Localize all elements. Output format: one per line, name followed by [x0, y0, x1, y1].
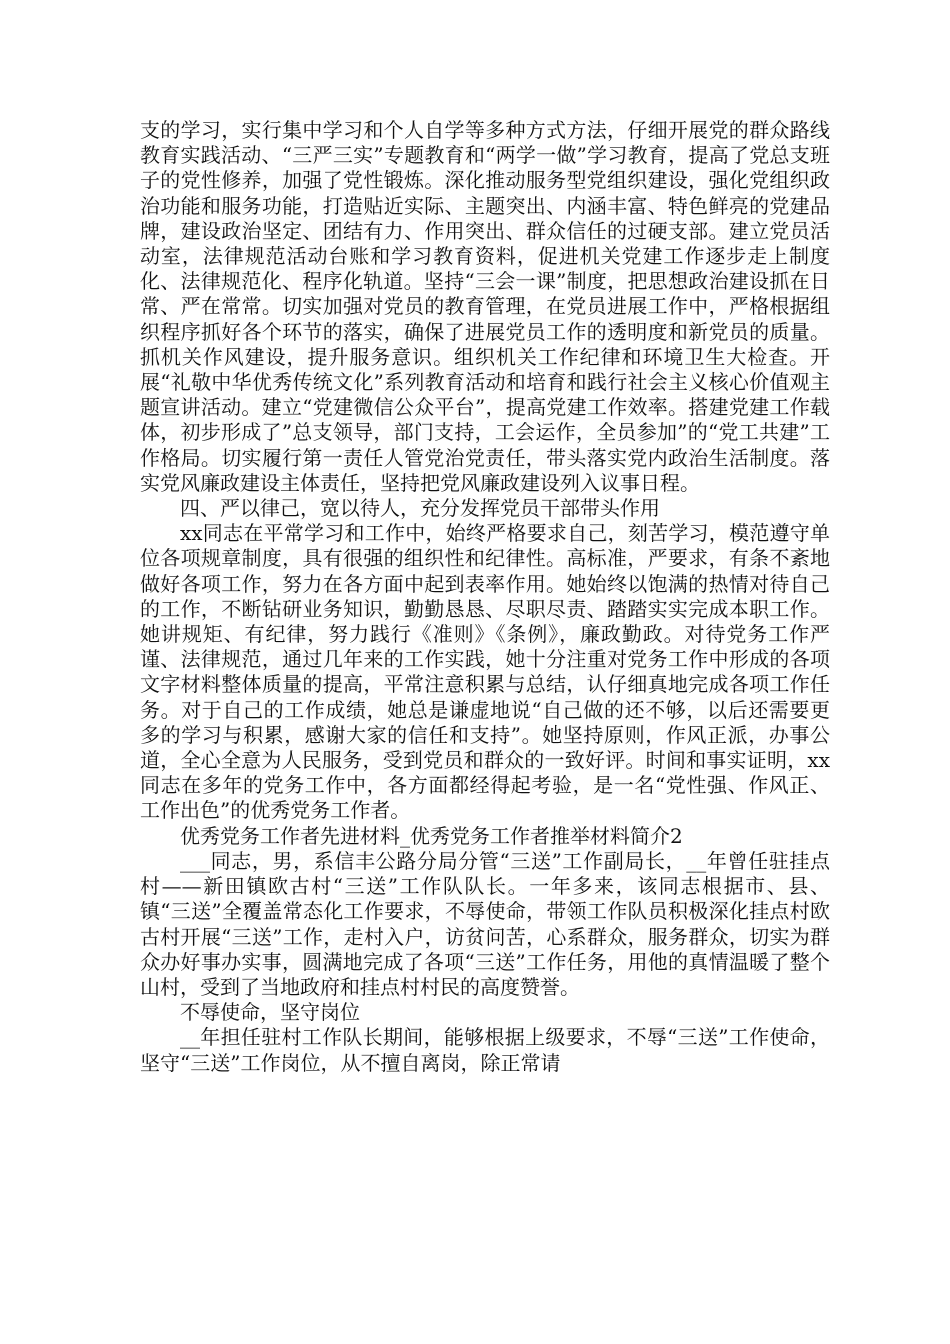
body-paragraph-2: xx同志在平常学习和工作中，始终严格要求自己，刻苦学习，模范遵守单位各项规章制度，具有很强的组织性和纪律性。高标准，严要求，有条不紊地做好各项工作，努力在各方面中起到表率作用。她始终以饱满的热情对待自己的工作，不断钻研业务知识，勤勤恳恳、尽职尽责、踏踏实实完成本职工作。她讲规矩、有纪律，努力践行《准则》《条例》，廉政勤政。对待党务工作严谨、法律规范，通过几年来的工作实践，她十分注重对党务工作中形成的各项文字材料整体质量的提高，平常注意积累与总结，认仔细真地完成各项工作任务。对于自己的工作成绩，她总是谦虚地说“自己做的还不够，以后还需要更多的学习与积累，感谢大家的信任和支持”。她坚持原则，作风正派，办事公道，全心全意为人民服务，受到党员和群众的一致好评。时间和事实证明，xx同志在多年的党务工作中，各方面都经得起考验，是一名“党性强、作风正、工作出色”的优秀党务工作者。	[140, 521, 830, 823]
article-title-2: 优秀党务工作者先进材料_优秀党务工作者推举材料简介2	[180, 823, 683, 848]
section-heading-4: 四、严以律己，宽以待人，充分发挥党员干部带头作用	[180, 496, 660, 521]
document-page	[140, 118, 830, 1076]
body-paragraph-3: ___同志，男，系信丰公路分局分管“三送”工作副局长，__年曾任驻挂点村——新田镇欧古村“三送”工作队队长。一年多来，该同志根据市、县、镇“三送”全覆盖常态化工作要求，不辱使命，带领工作队员积极深化挂点村欧古村开展“三送”工作，走村入户，访贫问苦，心系群众，服务群众，切实为群众办好事办实事，圆满地完成了各项“三送”工作任务，用他的真情温暖了整个山村，受到了当地政府和挂点村村民的高度赞誉。	[140, 848, 830, 999]
body-paragraph-4: __年担任驻村工作队长期间，能够根据上级要求，不辱“三送”工作使命，坚守“三送”工作岗位，从不擅自离岗，除正常请	[140, 1025, 830, 1075]
subheading-mission: 不辱使命，坚守岗位	[180, 1000, 360, 1025]
body-paragraph-1: 支的学习，实行集中学习和个人自学等多种方式方法，仔细开展党的群众路线教育实践活动、“三严三实”专题教育和“两学一做”学习教育，提高了党总支班子的党性修养，加强了党性锻炼。深化推动服务型党组织建设，强化党组织政治功能和服务功能，打造贴近实际、主题突出、内涵丰富、特色鲜亮的党建品牌，建设政治坚定、团结有力、作用突出、群众信任的过硬支部。建立党员活动室，法律规范活动台账和学习教育资料，促进机关党建工作逐步走上制度化、法律规范化、程序化轨道。坚持“三会一课”制度，把思想政治建设抓在日常、严在常常。切实加强对党员的教育管理，在党员进展工作中，严格根据组织程序抓好各个环节的落实，确保了进展党员工作的透明度和新党员的质量。抓机关作风建设，提升服务意识。组织机关工作纪律和环境卫生大检查。开展“礼敬中华优秀传统文化”系列教育活动和培育和践行社会主义核心价值观主题宣讲活动。建立“党建微信公众平台”，提高党建工作效率。搭建党建工作载体，初步形成了”总支领导，部门支持，工会运作，全员参加”的“党工共建”工作格局。切实履行第一责任人管党治党责任，带头落实党内政治生活制度。落实党风廉政建设主体责任，坚持把党风廉政建设列入议事日程。	[140, 118, 830, 495]
